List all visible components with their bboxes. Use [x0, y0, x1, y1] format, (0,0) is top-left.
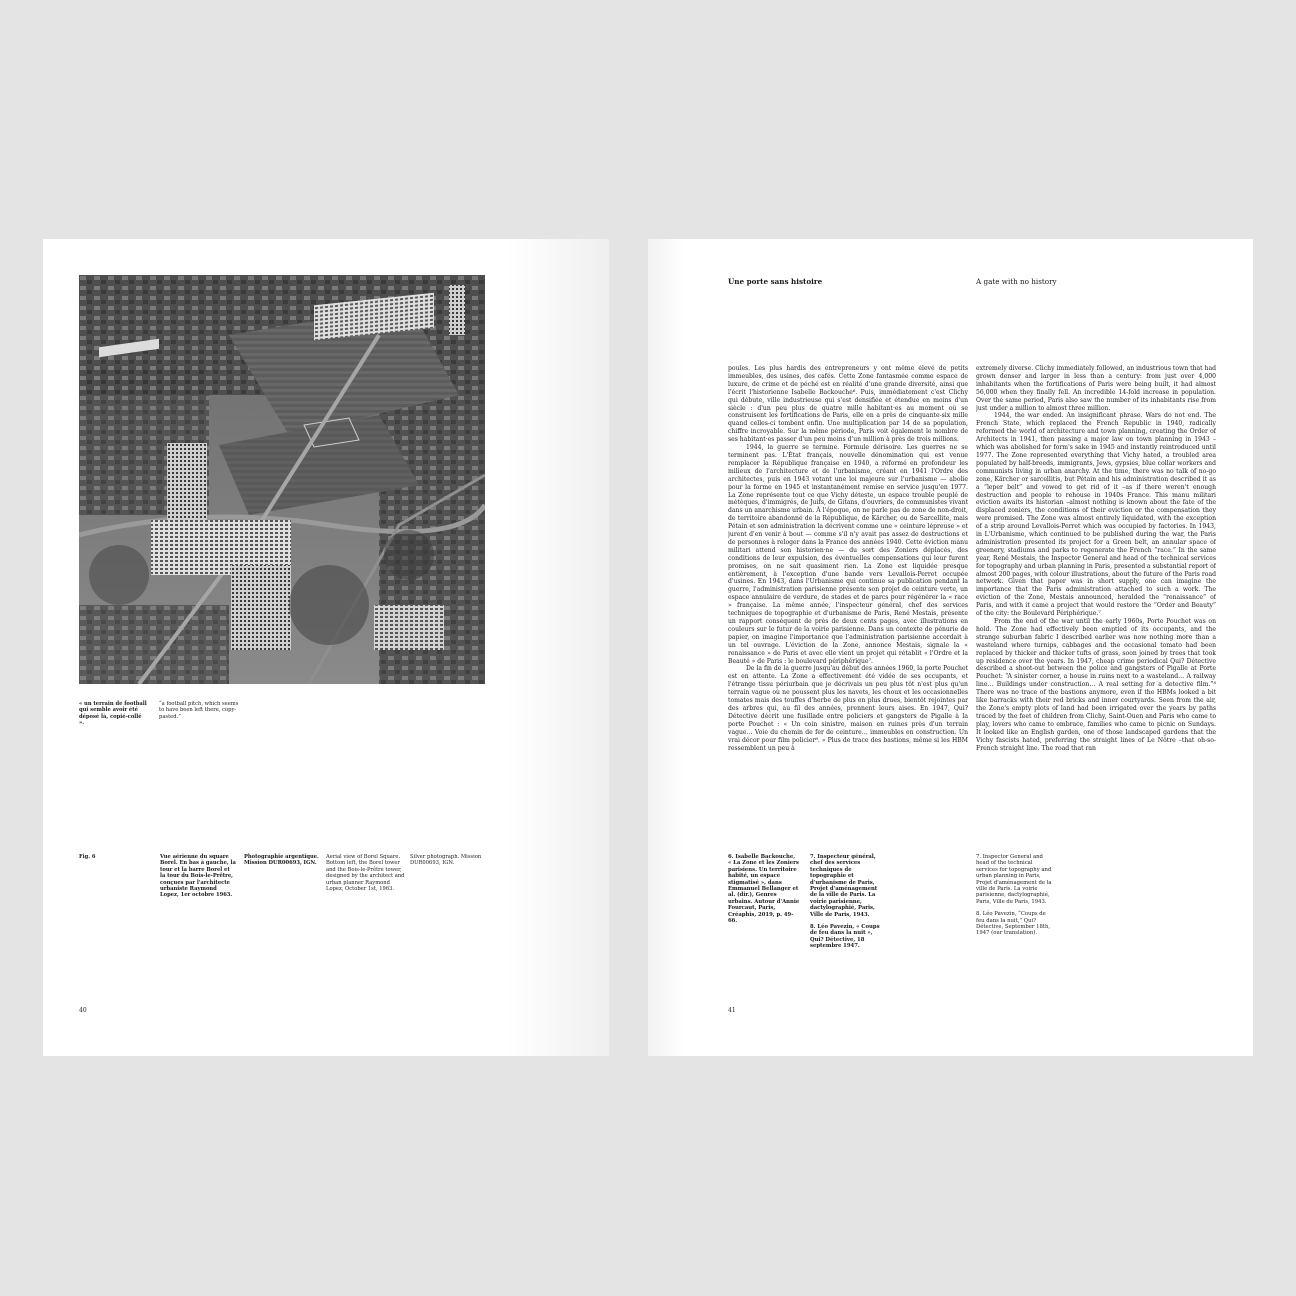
footnotes-english: [976, 854, 1052, 943]
french-paragraph: De la fin de la guerre jusqu'au début des années 1960, la porte Pouchet est en attente. La Zone a effectivement été vidée de ses occupants, et l'étrange tissu périurbain que je décrivais un peu plus tôt n'est plus qu'un terrain vague où ne poussent plus les navets, les choux et les occasionnelles tomates mais des touffes d'herbe de plus en plus drues, bientôt rejointes par des arbres qui, au fil des années, prennent leurs aises. En 1947, Qui? Détective décrit une fusillade entre policiers et gangsters de Pigalle à la porte Pouchet : « Un coin sinistre, maison en ruines près d'un terrain vague… Voie du chemin de fer de ceinture… immeubles en construction. Un vrai décor pour film policier⁸. » Plus de trace des bastions, même si les HBM ressemblent un peu à: [728, 665, 968, 752]
page-number-left: 40: [79, 1007, 87, 1014]
english-paragraph: From the end of the war until the early 1960s, Porte Pouchet was on hold. The Zone had effectively been emptied of its occupants, and the strange suburban fabric I described earlier was now nothing more than a wasteland where turnips, cabbages and the occasional tomato had been replaced by thicker and thicker tufts of grass, soon joined by trees that took up residence over the years. In 1947, cheap crime periodical Qui? Détective described a shoot-out between the police and gangsters of Pigalle at Porte Pouchet: “A sinister corner, a house in ruins next to a wasteland… A railway line… Buildings under construction… A real setting for a detective film.”⁸ There was no trace of the bastions anymore, even if the HBMs looked a bit like barracks with their red bricks and inner courtyards. Seen from the air, the Zone's empty plots of land had been irrigated over the years by paths traced by the feet of children from Clichy, Saint-Ouen and Paris who came to play, lovers who came to embrace, families who came to picnic on Sundays. It looked like an English garden, one of those landscaped gardens that the Vichy fascists hated, preferring the straight lines of Le Nôtre –that oh-so-French straight line. The road that ran: [976, 618, 1216, 752]
french-paragraph: poules. Les plus hardis des entrepreneurs y ont même élevé de petits immeubles, des usines, des cafés. Cette Zone fantasmée comme espace de luxure, de crime et de péché est en réalité d'une grande diversité, ainsi que l'écrit l'historienne Isabelle Backouche⁶. Puis, immédiatement c'est Clichy qui débute, ville industrieuse qui s'est densifiée et étendue en moins d'un siècle : d'un peu plus de quatre mille habitant·es au moment où se construisent les fortifications de Paris, elle en a près de cinquante-six mille quand celles-ci tombent enfin. Une multiplication par 14 de sa population, chiffre incroyable. Sur la même période, Paris voit également le nombre de ses habitant·es passer d'un peu moins d'un million à près de trois millions.: [728, 365, 968, 444]
figure-description-english: Aerial view of Borel Square. Bottom left, the Borel tower and the Bois-le-Prêtre tower, designed by the architect and urban planner Raymond Lopez, October 1st, 1963.: [326, 854, 405, 893]
footnote-7-french: 7. Inspecteur général, chef des services techniques de topographie et d'urbanisme de Paris, Projet d'aménagement de la ville de Paris. La voirie parisienne, dactylographié, Paris, Ville de Paris, 1943.: [810, 854, 878, 918]
footnote-8-french: 8. Léo Pavezin, « Coups de feu dans la nuit », Qui? Détective, 18 septembre 1947.: [810, 924, 880, 950]
figure-label: Fig. 6: [79, 854, 96, 860]
caption-english: “a football pitch, which seems to have been left there, copy-pasted.”: [159, 701, 239, 720]
figure-credit-english: Silver photograph. Mission DUR00693, IGN.: [410, 854, 482, 867]
figure-credit-french: Photographie argentique. Mission DUR00693, IGN.: [244, 854, 319, 867]
english-text-column: [976, 365, 1216, 831]
running-head-french: Une porte sans histoire: [728, 277, 823, 286]
caption-french: « un terrain de football qui semble avoir été déposé là, copié-collé ».: [79, 701, 147, 727]
left-page: [43, 239, 609, 1056]
english-paragraph: 1944, the war ended. An insignificant phrase. Wars do not end. The French State, which replaced the French Republic in 1940, radically reformed the world of architecture and town planning, creating the Order of Architects in 1941, then passing a major law on town planning in 1943 –which was abolished for form's sake in 1945 and instantly reintroduced until 1977. The Zone represented everything that Vichy hated, a troubled area populated by half-breeds, immigrants, Jews, gypsies, blue collar workers and communists living in urban anarchy. At the time, there was no talk of no-go zone, Kärcher or sarcellitis, but Pétain and his administration described it as a “leper belt” and vowed to get rid of it –as if there weren't enough destruction and people to rehouse in 1940s France. This manu militari eviction awaits its historian –almost nothing is known about the fate of the displaced zoniers, the conditions of their eviction or the compensation they were promised. The Zone was almost entirely liquidated, with the exception of a strip around Levallois-Perret which was occupied by factories. In 1943, in L'Urbanisme, which continued to be published during the war, the Paris administration presented its project for a Green belt, an annular space of greenery, stadiums and parks to regenerate the French “race.” In the same year, René Mestais, the Inspector General and head of the technical services for topography and urban planning in Paris, presented a substantial report of almost 200 pages, with colour illustrations, about the future of the Paris road network. Given that paper was in short supply, one can imagine the importance that the Paris administration attached to such a work. The eviction of the Zone, Mestais announced, heralded the “renaissance” of Paris, and with it came a project that would restore the “Order and Beauty” of the city: the Boulevard Périphérique.⁷: [976, 412, 1216, 618]
english-paragraph: extremely diverse. Clichy immediately followed, an industrious town that had grown denser and larger in less than a century: from just over 4,000 inhabitants when the fortifications of Paris were being built, it had almost 56,000 when they finally fell. An incredible 14-fold increase in population. Over the same period, Paris also saw the number of its inhabitants rise from just under a million to almost three million.: [976, 365, 1216, 412]
french-text-column: [728, 365, 968, 831]
running-head-english: A gate with no history: [976, 277, 1057, 286]
footnotes-french: [810, 854, 884, 956]
figure-description-french: Vue aérienne du square Borel. En bas à gauche, la tour et la barre Borel et la tour du Bois-le-Prêtre, conçues par l'architecte urbaniste Raymond Lopez, 1er octobre 1963.: [160, 854, 236, 899]
right-page: [648, 239, 1253, 1056]
page-number-right: 41: [728, 1007, 736, 1014]
aerial-photo: [79, 275, 485, 684]
footnote-6-french: 6. Isabelle Backouche, « La Zone et les Zoniers parisiens. Un territoire habité, un espace stigmatisé », dans Emmanuel Bellanger et al. (dir.), Genres urbains. Autour d'Annie Fourcaut, Paris, Créaphis, 2019, p. 49-66.: [728, 854, 800, 925]
footnote-7-english: 7. Inspector General and head of the technical services for topography and urban planning in Paris, Projet d'aménagement de la ville de Paris. La voirie parisienne, dactylographié, Paris, Ville de Paris, 1943.: [976, 854, 1052, 905]
french-paragraph: 1944, la guerre se termine. Formule dérisoire. Les guerres ne se terminent pas. L'État français, nouvelle dénomination qui est venue remplacer la République française en 1940, a réformé en profondeur les milieux de l'architecture et de l'urbanisme, créant en 1941 l'Ordre des architectes, puis en 1943 votant une loi majeure sur l'urbanisme — abolie pour la forme en 1945 et instantanément remise en service jusqu'en 1977. La Zone représente tout ce que Vichy déteste, un espace trouble peuplé de métèques, d'immigrés, de Juifs, de Gitans, d'ouvriers, de communistes vivant dans un anarchisme urbain. À l'époque, on ne parle pas de zone de non-droit, de territoire abandonné de la République, de Kärcher, ou de Sarcellite, mais Pétain et son administration la décrivent comme une « ceinture lépreuse » et jurent d'en venir à bout — comme s'il n'y avait pas assez de destructions et de personnes à reloger dans la France des années 1940. Cette éviction manu militari attend son historien·ne — du sort des Zoniers déplacés, des conditions de leur expulsion, des éventuelles compensations qui leur furent promises, on ne sait quasiment rien. La Zone est liquidée presque entièrement, à l'exception d'une bande vers Levallois-Perret occupée d'usines. En 1943, dans l'Urbanisme qui continue sa publication pendant la guerre, l'administration parisienne présente son projet de ceinture verte, un espace annulaire de verdure, de stades et de parcs pour régénérer la « race » française. La même année, l'inspecteur général, chef des services techniques de topographie et d'urbanisme de Paris, René Mestais, présente un rapport conséquent de près de deux cents pages, avec illustrations en couleurs sur le futur de la voirie parisienne. Dans un contexte de pénurie de papier, on imagine l'importance que l'administration parisienne accordait à un tel ouvrage. L'éviction de la Zone, annonce Mestais, signale la « renaissance » de Paris et avec elle vient un projet qui rétablit « l'Ordre et la Beauté » de Paris : le boulevard périphérique⁷.: [728, 444, 968, 665]
footnote-8-english: 8. Léo Pavezin, “Coups de feu dans la nuit,” Qui? Détective, September 18th, 1947 (our translation).: [976, 911, 1051, 937]
